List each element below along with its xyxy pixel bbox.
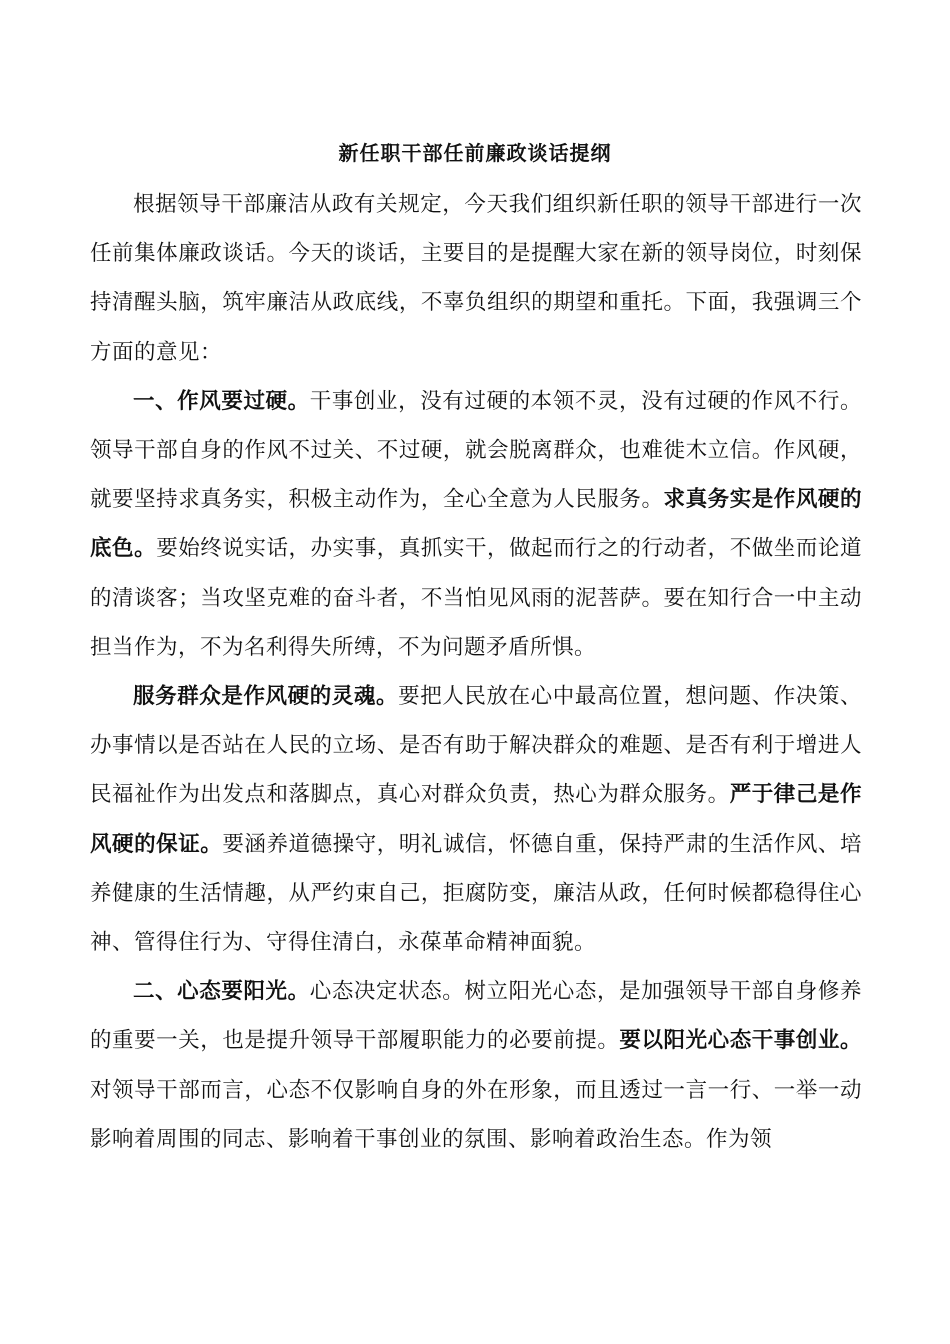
document-title: 新任职干部任前廉政谈话提纲 xyxy=(338,141,612,165)
paragraph-text: 要把人民放在心中最高位置，想问题、作决策、办事情以是否站在人民的立场、是否有助于解决群众的难题、是否有利于增进人民福祉作为出发点和落脚点，真心对群众负责，热心为群众服务。 xyxy=(90,684,862,808)
paragraph-section-1 xyxy=(90,377,862,672)
emphasis-text: 严于律己是作风硬的保证。 xyxy=(90,782,862,857)
paragraph-section-1-cont xyxy=(90,672,862,967)
document-body xyxy=(90,180,862,1164)
paragraph-text: 要涵养道德操守，明礼诚信，怀德自重，保持严肃的生活作风、培养健康的生活情趣，从严约束自己，拒腐防变，廉洁从政，任何时候都稳得住心神、管得住行为、守得住清白，永葆革命精神面貌。 xyxy=(90,831,862,956)
paragraph-text: 对领导干部而言，心态不仅影响自身的外在形象，而且透过一言一行、一举一动影响着周围的同志、影响着干事创业的氛围、影响着政治生态。作为领 xyxy=(90,1077,862,1152)
emphasis-text: 求真务实是作风硬的底色。 xyxy=(90,487,862,562)
paragraph-section-2 xyxy=(90,967,862,1164)
paragraph-intro xyxy=(90,180,862,377)
paragraph-text: 要始终说实话，办实事，真抓实干，做起而行之的行动者，不做坐而论道的清谈客；当攻坚克难的奋斗者，不当怕见风雨的泥菩萨。要在知行合一中主动担当作为，不为名利得失所缚，不为问题矛盾所惧。 xyxy=(90,536,862,660)
paragraph-text: 根据领导干部廉洁从政有关规定，今天我们组织新任职的领导干部进行一次任前集体廉政谈话。今天的谈话，主要目的是提醒大家在新的领导岗位，时刻保持清醒头脑，筑牢廉洁从政底线，不辜负组织的期望和重托。下面，我强调三个方面的意见： xyxy=(90,192,862,365)
emphasis-text: 要以阳光心态干事创业。 xyxy=(619,1028,862,1054)
section-heading: 二、心态要阳光。 xyxy=(133,979,310,1005)
emphasis-text: 服务群众是作风硬的灵魂。 xyxy=(133,684,399,710)
paragraph-text: 干事创业，没有过硬的本领不灵，没有过硬的作风不行。领导干部自身的作风不过关、不过硬，就会脱离群众，也难徙木立信。作风硬，就要坚持求真务实，积极主动作为，全心全意为人民服务。 xyxy=(90,388,862,513)
section-heading: 一、作风要过硬。 xyxy=(133,388,310,414)
paragraph-text: 心态决定状态。树立阳光心态，是加强领导干部自身修养的重要一关，也是提升领导干部履职能力的必要前提。 xyxy=(90,979,862,1054)
